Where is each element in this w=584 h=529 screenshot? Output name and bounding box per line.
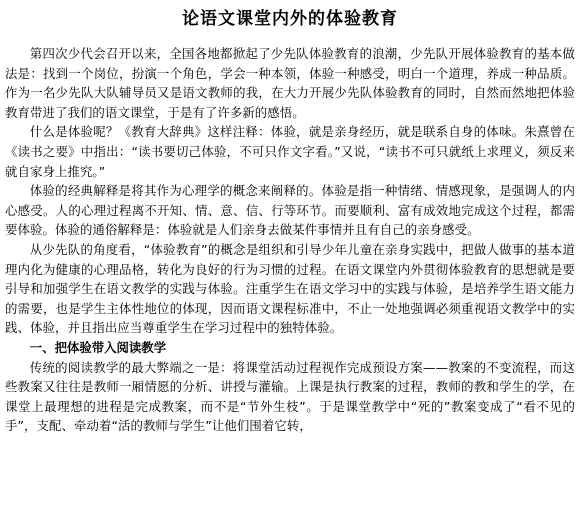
paragraph-reading-teaching: 传统的阅读教学的最大弊端之一是：将课堂活动过程视作完成预设方案——教案的不变流程，而这些教案又往往是教师一厢情愿的分析、讲授与灌输。上课是执行教案的过程，教师的教和学生的学，在课堂上最理想的进程是完成教案，而不是“节外生枝”。于是课堂教学中“死的”教案变成了“看不见的手”，支配、牵动着“活的教师与学生”让他们围着它转， [5,359,575,434]
paragraph-young-pioneers: 从少先队的角度看，“体验教育”的概念是组织和引导少年儿童在亲身实践中，把做人做事的基本道理内化为健康的心理品格，转化为良好的行为习惯的过程。在语文课堂内外贯彻体验教育的思想就是要引导和加强学生在语文教学的实践与体验。注重学生在语文学习中的实践与体验，是培养学生语文能力的需要，也是学生主体性地位的体现，因而语文课程标准中，不止一处地强调必须重视语文教学中的实践、体验，并且指出应当尊重学生在学习过程中的独特体验。 [5,241,575,336]
paragraph-intro: 第四次少代会召开以来，全国各地都掀起了少先队体验教育的浪潮，少先队开展体验教育的基本做法是：找到一个岗位，扮演一个角色，学会一种本领，体验一种感受，明白一个道理，养成一种品质。作为一名少先队大队辅导员又是语文教师的我，在大力开展少先队体验教育的同时，自然而然地把体验教育带进了我们的语文课堂，于是有了许多新的感悟。 [5,46,575,120]
document-title: 论语文课堂内外的体验教育 [182,9,398,29]
section-heading: 一、把体验带入阅读教学 [29,339,167,355]
paragraph-definition: 什么是体验呢？《教育大辞典》这样注释：体验，就是亲身经历，就是联系自身的体味。朱熹曾在《读书之要》中指出：“读书要切己体验，不可只作文字看。”又说，“读书不可只就纸上求理义，须反来就自家身上推究。” [5,124,575,179]
paragraph-psychology: 体验的经典解释是将其作为心理学的概念来阐释的。体验是指一种情绪、情感现象，是强调人的内心感受。人的心理过程离不开知、情、意、信、行等环节。而要顺利、富有成效地完成这个过程，都需要体验。体验的通俗解释是：体验就是人们亲身去做某件事情并且有自己的亲身感受。 [5,183,575,238]
